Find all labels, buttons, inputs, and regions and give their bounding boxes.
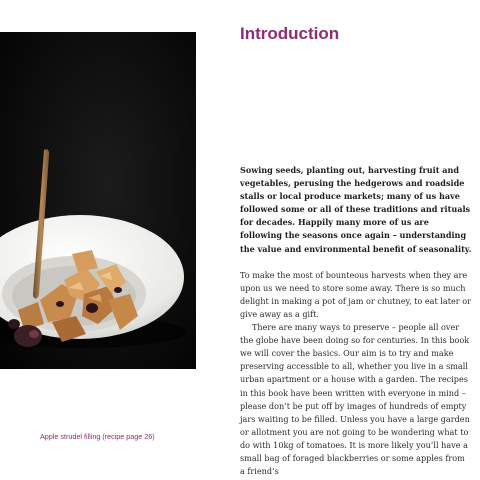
- lead-paragraph: Sowing seeds, planting out, harvesting fruit and vegetables, perusing the hedgerows and roadside stalls or local produce markets; many of us have followed some or all of these traditions and rituals for decades. Happily many more of us are following the seasons once again – understanding the value and environmental benefit of seasonality.: [240, 165, 472, 254]
- body-text-column: [240, 164, 472, 478]
- body-paragraph-2: There are many ways to preserve – people all over the globe have been doing so for centuries. In this book we will cover the basics. Our aim is to try and make preserving accessible to all, whether you live in a small urban apartment or a house with a garden. The recipes in this book have been written with everyone in mind – please don’t be put off by images of hundreds of empty jars waiting to be filled. Unless you have a large garden or allotment you are not going to be wondering what to do with 10kg of tomatoes. It is more likely you’ll have a small bag of foraged blackberries or some apples from a friend’s: [240, 322, 470, 477]
- body-paragraph-1: To make the most of bounteous harvests when they are upon us we need to store some away. There is so much delight in making a pot of jam or chutney, to eat later or give away as a gift.: [240, 269, 471, 319]
- page-title: Introduction: [240, 24, 340, 43]
- food-photo: [0, 32, 196, 369]
- photo-caption: Apple strudel filling (recipe page 26): [40, 432, 155, 441]
